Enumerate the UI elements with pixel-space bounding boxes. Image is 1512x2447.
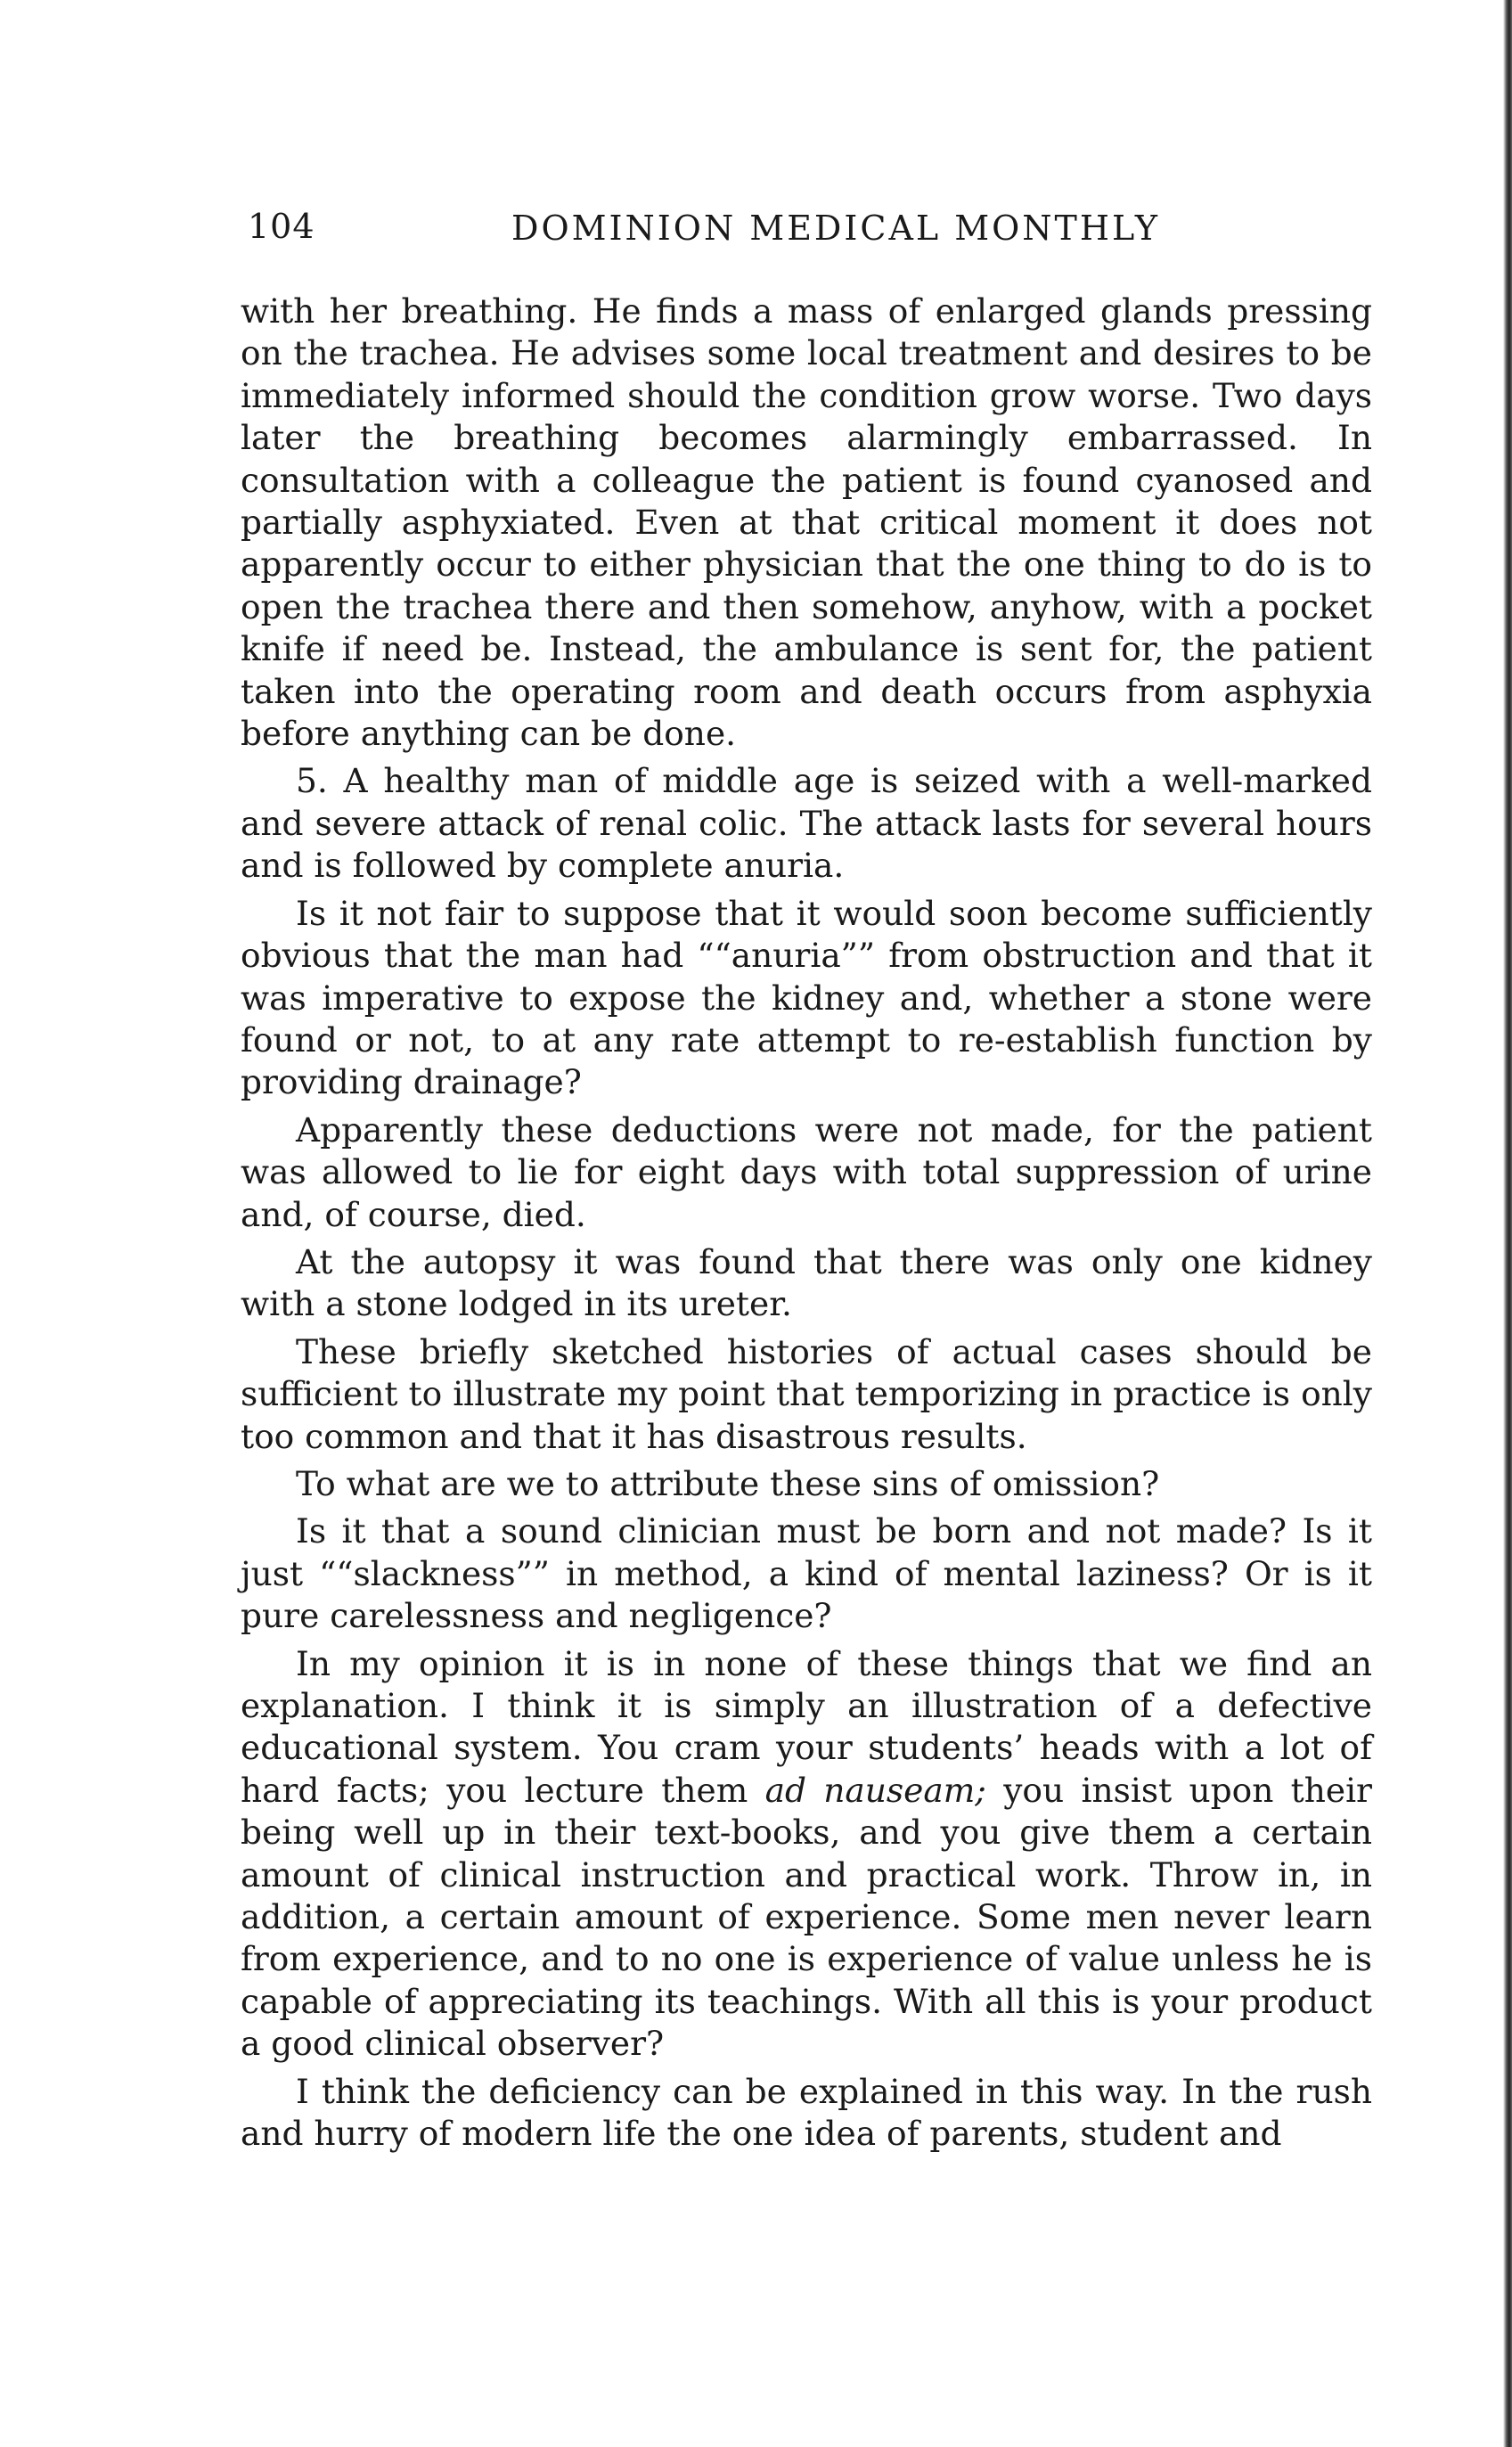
paragraph: Is it that a sound clinician must be born and not made? Is it just ““slackness”” in method, a kind of mental laziness? Or is it pure carelessness and negligence? [241, 1511, 1372, 1636]
paragraph: Apparently these deductions were not made, for the patient was allowed to lie for eight days with total suppression of urine and, of course, died. [241, 1109, 1372, 1234]
paragraph-case-5: 5. A healthy man of middle age is seized with a well-marked and severe attack of renal colic. The attack lasts for several hours and is followed by complete anuria. [241, 761, 1372, 886]
article-body [241, 291, 1372, 2160]
paragraph-continuation: with her breathing. He finds a mass of enlarged glands pressing on the trachea. He advises some local treatment and desires to be immediately informed should the condition grow worse. Two days later the breathing becomes alarmingly embarrassed. In consultation with a colleague the patient is found cyanosed and partially asphyxiated. Even at that critical moment it does not apparently occur to either physician that the one thing to do is to open the trachea there and then somehow, anyhow, with a pocket knife if need be. Instead, the ambulance is sent for, the patient taken into the operating room and death occurs from asphyxia before anything can be done. [241, 291, 1372, 754]
running-head: DOMINION MEDICAL MONTHLY [511, 209, 1160, 248]
paragraph: Is it not fair to suppose that it would soon become sufficiently obvious that the man had ““anuria”” from obstruction and that it was imperative to expose the kidney and, whether a stone were found or not, to at any rate attempt to re-establish function by providing drainage? [241, 893, 1372, 1102]
paragraph-opinion-text-after: you insist upon their being well up in their text-books, and you give them a certain amount of clinical instruction and practical work. Throw in, in addition, a certain amount of experience. Some men never learn from experience, and to no one is experience of value unless he is capable of appreciating its teachings. With all this is your product a good clinical observer? [241, 1770, 1372, 2064]
paragraph-final: I think the deficiency can be explained in this way. In the rush and hurry of modern life the one idea of parents, student and [241, 2071, 1372, 2154]
paragraph-opinion [241, 1643, 1372, 2066]
paragraph: To what are we to attribute these sins of omission? [296, 1463, 1160, 1503]
paragraph: These briefly sketched histories of actual cases should be sufficient to illustrate my point that temporizing in practice is only too common and that it has disastrous results. [241, 1331, 1372, 1456]
paragraph-opinion-text-before: In my opinion it is in none of these things that we find an explanation. I think it is simply an illustration of a defective educational system. You cram your students’ heads with a lot of hard facts; you lecture them [241, 1643, 1372, 1810]
page-number: 104 [248, 207, 315, 246]
page-header [248, 207, 1160, 260]
paragraph: At the autopsy it was found that there was only one kidney with a stone lodged in its ureter. [241, 1241, 1372, 1324]
page-edge-shadow [1503, 0, 1512, 2447]
italic-phrase: ad nauseam; [764, 1770, 986, 1810]
